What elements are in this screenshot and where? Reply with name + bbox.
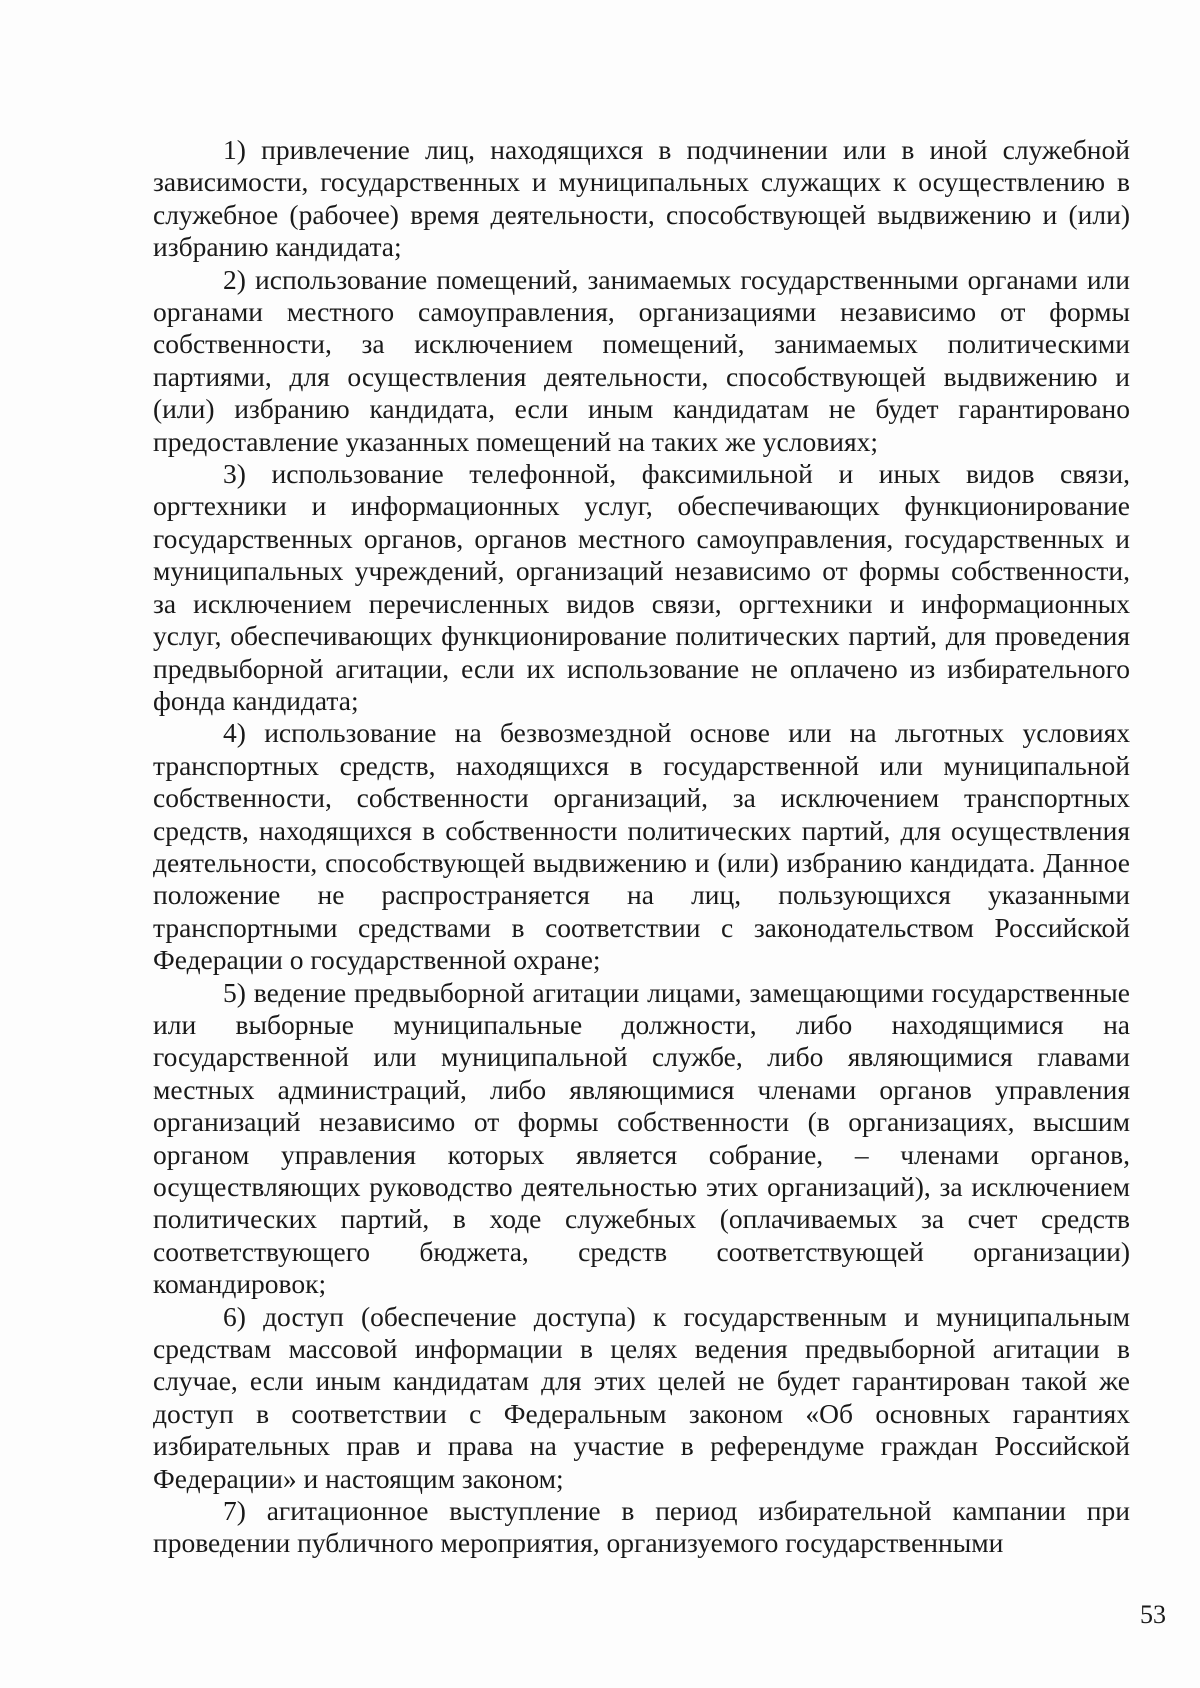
list-item-2: 2) использование помещений, занимаемых государственными органами или органами местного самоуправления, организациями независимо от формы собственности, за исключением помещений, занимаемых политическими партиями, для осуществления деятельности, способствующей выдвижению и (или) избранию кандидата, если иным кандидатам не будет гарантировано предоставление указанных помещений на таких же условиях;	[153, 263, 1130, 457]
list-item-4: 4) использование на безвозмездной основе или на льготных условиях транспортных средств, находящихся в государственной или муниципальной собственности, собственности организаций, за исключением транспортных средств, находящихся в собственности политических партий, для осуществления деятельности, способствующей выдвижению и (или) избранию кандидата. Данное положение не распространяется на лиц, пользующихся указанными транспортными средствами в соответствии с законодательством Российской Федерации о государственной охране;	[153, 717, 1130, 976]
document-body	[153, 134, 1130, 1560]
list-item-6: 6) доступ (обеспечение доступа) к государственным и муниципальным средствам массовой информации в целях ведения предвыборной агитации в случае, если иным кандидатам для этих целей не будет гарантирован такой же доступ в соответствии с Федеральным законом «Об основных гарантиях избирательных прав и права на участие в референдуме граждан Российской Федерации» и настоящим законом;	[153, 1300, 1130, 1494]
list-item-1: 1) привлечение лиц, находящихся в подчинении или в иной служебной зависимости, государственных и муниципальных служащих к осуществлению в служебное (рабочее) время деятельности, способствующей выдвижению и (или) избранию кандидата;	[153, 134, 1130, 263]
list-item-7: 7) агитационное выступление в период избирательной кампании при проведении публичного мероприятия, организуемого государственными	[153, 1495, 1130, 1559]
page-number: 53	[1140, 1600, 1166, 1629]
list-item-5: 5) ведение предвыборной агитации лицами, замещающими государственные или выборные муниципальные должности, либо находящимися на государственной или муниципальной службе, либо являющимися главами местных администраций, либо являющимися членами органов управления организаций независимо от формы собственности (в организациях, высшим органом управления которых является собрание, – членами органов, осуществляющих руководство деятельностью этих организаций), за исключением политических партий, в ходе служебных (оплачиваемых за счет средств соответствующего бюджета, средств соответствующей организации) командировок;	[153, 976, 1130, 1300]
list-item-3: 3) использование телефонной, факсимильной и иных видов связи, оргтехники и информационных услуг, обеспечивающих функционирование государственных органов, органов местного самоуправления, государственных и муниципальных учреждений, организаций независимо от формы собственности, за исключением перечисленных видов связи, оргтехники и информационных услуг, обеспечивающих функционирование политических партий, для проведения предвыборной агитации, если их использование не оплачено из избирательного фонда кандидата;	[153, 458, 1130, 716]
